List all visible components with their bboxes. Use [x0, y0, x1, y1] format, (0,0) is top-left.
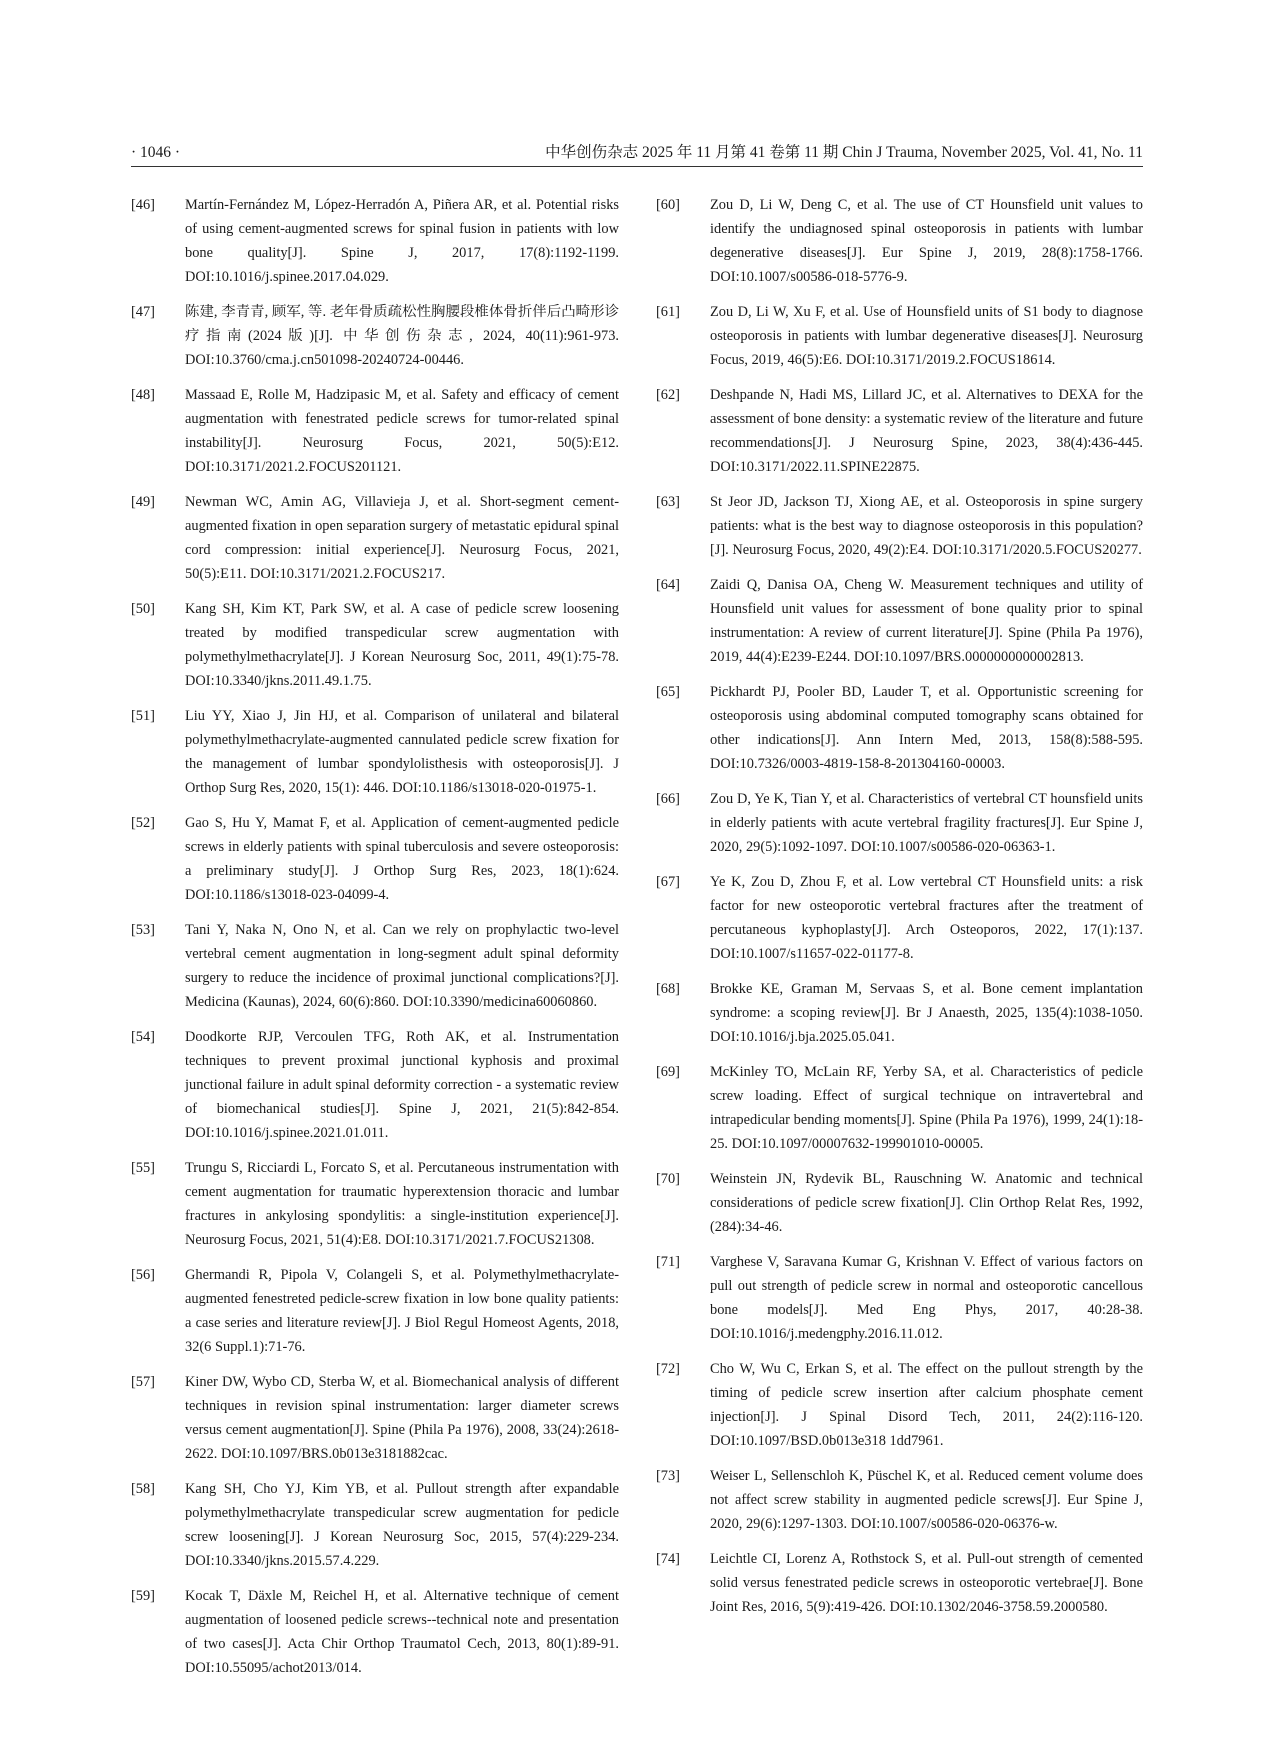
reference-item [656, 1167, 1143, 1239]
reference-number: [61] [656, 304, 680, 320]
header-divider [131, 166, 1143, 167]
reference-item [656, 1060, 1143, 1156]
reference-text: St Jeor JD, Jackson TJ, Xiong AE, et al. Osteoporosis in spine surgery patients: what is the best way to diagnose osteoporosis in this population?[J]. Neurosurg Focus, 2020, 49(2):E4. DOI:10.3171/2020.5.FOCUS20277. [710, 494, 1143, 558]
reference-item [656, 193, 1143, 289]
reference-number: [65] [656, 684, 680, 700]
reference-text: Liu YY, Xiao J, Jin HJ, et al. Comparison of unilateral and bilateral polymethylmethacrylate-augmented cannulated pedicle screw fixation for the management of lumbar spondylolisthesis with osteoporosis[J]. J Orthop Surg Res, 2020, 15(1): 446. DOI:10.1186/s13018-020-01975-1. [185, 708, 619, 796]
reference-item [131, 383, 619, 479]
reference-item [131, 1370, 619, 1466]
reference-text: Zou D, Li W, Xu F, et al. Use of Hounsfield units of S1 body to diagnose osteoporosis in patients with lumbar degenerative diseases[J]. Neurosurg Focus, 2019, 46(5):E6. DOI:10.3171/2019.2.FOCUS18614. [710, 304, 1143, 368]
reference-number: [67] [656, 874, 680, 890]
reference-text: Trungu S, Ricciardi L, Forcato S, et al. Percutaneous instrumentation with cement augmentation for traumatic hyperextension thoracic and lumbar fractures in ankylosing spondylitis: a single-institution experience[J]. Neurosurg Focus, 2021, 51(4):E8. DOI:10.3171/2021.7.FOCUS21308. [185, 1160, 619, 1248]
reference-text: Leichtle CI, Lorenz A, Rothstock S, et al. Pull-out strength of cemented solid versus fenestrated pedicle screws in osteoporotic vertebrae[J]. Bone Joint Res, 2016, 5(9):419-426. DOI:10.1302/2046-3758.59.2000580. [710, 1551, 1143, 1615]
reference-text: Ghermandi R, Pipola V, Colangeli S, et al. Polymethylmethacrylate-augmented fenestreted pedicle-screw fixation in low bone quality patients: a case series and literature review[J]. J Biol Regul Homeost Agents, 2018, 32(6 Suppl.1):71-76. [185, 1267, 619, 1355]
reference-text: Pickhardt PJ, Pooler BD, Lauder T, et al. Opportunistic screening for osteoporosis using abdominal computed tomography scans obtained for other indications[J]. Ann Intern Med, 2013, 158(8):588-595. DOI:10.7326/0003-4819-158-8-201304160-00003. [710, 684, 1143, 772]
reference-text: Kocak T, Däxle M, Reichel H, et al. Alternative technique of cement augmentation of loosened pedicle screws--technical note and presentation of two cases[J]. Acta Chir Orthop Traumatol Cech, 2013, 80(1):89-91. DOI:10.55095/achot2013/014. [185, 1588, 619, 1676]
reference-number: [47] [131, 304, 155, 320]
reference-text: Varghese V, Saravana Kumar G, Krishnan V. Effect of various factors on pull out strength of pedicle screw in normal and osteoporotic cancellous bone models[J]. Med Eng Phys, 2017, 40:28-38. DOI:10.1016/j.medengphy.2016.11.012. [710, 1254, 1143, 1342]
reference-number: [46] [131, 197, 155, 213]
reference-text: Zaidi Q, Danisa OA, Cheng W. Measurement techniques and utility of Hounsfield unit values for assessment of bone quality prior to spinal instrumentation: A review of current literature[J]. Spine (Phila Pa 1976), 2019, 44(4):E239-E244. DOI:10.1097/BRS.0000000000002813. [710, 577, 1143, 665]
reference-number: [51] [131, 708, 155, 724]
reference-number: [57] [131, 1374, 155, 1390]
reference-text: Zou D, Ye K, Tian Y, et al. Characteristics of vertebral CT hounsfield units in elderly patients with acute vertebral fragility fractures[J]. Eur Spine J, 2020, 29(5):1092-1097. DOI:10.1007/s00586-020-06363-1. [710, 791, 1143, 855]
reference-number: [50] [131, 601, 155, 617]
page-number: · 1046 · [131, 144, 181, 161]
reference-item [131, 597, 619, 693]
reference-number: [72] [656, 1361, 680, 1377]
reference-item [656, 787, 1143, 859]
reference-item [656, 300, 1143, 372]
reference-item [131, 1025, 619, 1145]
reference-item [131, 811, 619, 907]
reference-text: Deshpande N, Hadi MS, Lillard JC, et al. Alternatives to DEXA for the assessment of bone density: a systematic review of the literature and future recommendations[J]. J Neurosurg Spine, 2023, 38(4):436-445. DOI:10.3171/2022.11.SPINE22875. [710, 387, 1143, 475]
reference-text: Weinstein JN, Rydevik BL, Rauschning W. Anatomic and technical considerations of pedicle screw fixation[J]. Clin Orthop Relat Res, 1992, (284):34-46. [710, 1171, 1143, 1235]
references-right-column [656, 193, 1143, 1619]
reference-text: Doodkorte RJP, Vercoulen TFG, Roth AK, et al. Instrumentation techniques to prevent proximal junctional kyphosis and proximal junctional failure in adult spinal deformity correction - a systematic review of biomechanical studies[J]. Spine J, 2021, 21(5):842-854. DOI:10.1016/j.spinee.2021.01.011. [185, 1029, 619, 1141]
reference-text: Weiser L, Sellenschloh K, Püschel K, et al. Reduced cement volume does not affect screw stability in augmented pedicle screws[J]. Eur Spine J, 2020, 29(6):1297-1303. DOI:10.1007/s00586-020-06376-w. [710, 1468, 1143, 1532]
reference-item [131, 1263, 619, 1359]
reference-text: Zou D, Li W, Deng C, et al. The use of CT Hounsfield unit values to identify the undiagnosed spinal osteoporosis in patients with lumbar degenerative diseases[J]. Eur Spine J, 2019, 28(8):1758-1766. DOI:10.1007/s00586-018-5776-9. [710, 197, 1143, 285]
reference-item [656, 383, 1143, 479]
reference-item [656, 870, 1143, 966]
reference-text: Newman WC, Amin AG, Villavieja J, et al. Short-segment cement-augmented fixation in open separation surgery of metastatic epidural spinal cord compression: initial experience[J]. Neurosurg Focus, 2021, 50(5):E11. DOI:10.3171/2021.2.FOCUS217. [185, 494, 619, 582]
reference-item [131, 490, 619, 586]
reference-number: [69] [656, 1064, 680, 1080]
reference-item [656, 1357, 1143, 1453]
reference-item [131, 300, 619, 372]
reference-item [131, 1584, 619, 1680]
reference-number: [66] [656, 791, 680, 807]
reference-text: Martín-Fernández M, López-Herradón A, Piñera AR, et al. Potential risks of using cement-augmented screws for spinal fusion in patients with low bone quality[J]. Spine J, 2017, 17(8):1192-1199. DOI:10.1016/j.spinee.2017.04.029. [185, 197, 619, 285]
reference-text: Cho W, Wu C, Erkan S, et al. The effect on the pullout strength by the timing of pedicle screw insertion after calcium phosphate cement injection[J]. J Spinal Disord Tech, 2011, 24(2):116-120. DOI:10.1097/BSD.0b013e318 1dd7961. [710, 1361, 1143, 1449]
reference-number: [63] [656, 494, 680, 510]
reference-number: [59] [131, 1588, 155, 1604]
reference-item [656, 680, 1143, 776]
reference-number: [54] [131, 1029, 155, 1045]
reference-number: [68] [656, 981, 680, 997]
reference-text: Brokke KE, Graman M, Servaas S, et al. Bone cement implantation syndrome: a scoping review[J]. Br J Anaesth, 2025, 135(4):1038-1050. DOI:10.1016/j.bja.2025.05.041. [710, 981, 1143, 1045]
reference-text: McKinley TO, McLain RF, Yerby SA, et al. Characteristics of pedicle screw loading. Effect of surgical technique on intravertebral and intrapedicular bending moments[J]. Spine (Phila Pa 1976), 1999, 24(1):18-25. DOI:10.1097/00007632-199901010-00005. [710, 1064, 1143, 1152]
reference-number: [55] [131, 1160, 155, 1176]
reference-text: Kang SH, Kim KT, Park SW, et al. A case of pedicle screw loosening treated by modified transpedicular screw augmentation with polymethylmethacrylate[J]. J Korean Neurosurg Soc, 2011, 49(1):75-78. DOI:10.3340/jkns.2011.49.1.75. [185, 601, 619, 689]
reference-number: [62] [656, 387, 680, 403]
reference-number: [60] [656, 197, 680, 213]
reference-item [656, 1250, 1143, 1346]
reference-text: Kang SH, Cho YJ, Kim YB, et al. Pullout strength after expandable polymethylmethacrylate transpedicular screw augmentation for pedicle screw loosening[J]. J Korean Neurosurg Soc, 2015, 57(4):229-234. DOI:10.3340/jkns.2015.57.4.229. [185, 1481, 619, 1569]
reference-text: Gao S, Hu Y, Mamat F, et al. Application of cement-augmented pedicle screws in elderly patients with spinal tuberculosis and severe osteoporosis: a preliminary study[J]. J Orthop Surg Res, 2023, 18(1):624. DOI:10.1186/s13018-023-04099-4. [185, 815, 619, 903]
reference-item [131, 1156, 619, 1252]
reference-item [131, 918, 619, 1014]
reference-item [131, 704, 619, 800]
reference-text: 陈建, 李青青, 顾军, 等. 老年骨质疏松性胸腰段椎体骨折伴后凸畸形诊疗指南(2024版)[J]. 中华创伤杂志, 2024, 40(11):961-973. DOI:10.3760/cma.j.cn501098-20240724-00446. [185, 304, 619, 368]
references-left-column [131, 193, 619, 1680]
reference-number: [48] [131, 387, 155, 403]
reference-item [131, 1477, 619, 1573]
reference-item [656, 1547, 1143, 1619]
reference-number: [73] [656, 1468, 680, 1484]
reference-item [656, 977, 1143, 1049]
reference-number: [74] [656, 1551, 680, 1567]
reference-item [656, 490, 1143, 562]
journal-header: 中华创伤杂志 2025 年 11 月第 41 卷第 11 期 Chin J Trauma, November 2025, Vol. 41, No. 11 [545, 144, 1143, 161]
reference-item [131, 193, 619, 289]
reference-text: Ye K, Zou D, Zhou F, et al. Low vertebral CT Hounsfield units: a risk factor for new osteoporotic vertebral fractures after the treatment of percutaneous kyphoplasty[J]. Arch Osteoporos, 2022, 17(1):137. DOI:10.1007/s11657-022-01177-8. [710, 874, 1143, 962]
reference-number: [52] [131, 815, 155, 831]
reference-number: [53] [131, 922, 155, 938]
page-header [131, 140, 1143, 166]
reference-text: Kiner DW, Wybo CD, Sterba W, et al. Biomechanical analysis of different techniques in revision spinal instrumentation: larger diameter screws versus cement augmentation[J]. Spine (Phila Pa 1976), 2008, 33(24):2618-2622. DOI:10.1097/BRS.0b013e3181882cac. [185, 1374, 619, 1462]
reference-item [656, 573, 1143, 669]
reference-text: Massaad E, Rolle M, Hadzipasic M, et al. Safety and efficacy of cement augmentation with fenestrated pedicle screws for tumor-related spinal instability[J]. Neurosurg Focus, 2021, 50(5):E12. DOI:10.3171/2021.2.FOCUS201121. [185, 387, 619, 475]
reference-number: [64] [656, 577, 680, 593]
reference-number: [58] [131, 1481, 155, 1497]
reference-number: [71] [656, 1254, 680, 1270]
reference-item [656, 1464, 1143, 1536]
reference-number: [56] [131, 1267, 155, 1283]
reference-number: [49] [131, 494, 155, 510]
reference-text: Tani Y, Naka N, Ono N, et al. Can we rely on prophylactic two-level vertebral cement augmentation in long-segment adult spinal deformity surgery to reduce the incidence of proximal junctional complications?[J]. Medicina (Kaunas), 2024, 60(6):860. DOI:10.3390/medicina60060860. [185, 922, 619, 1010]
reference-number: [70] [656, 1171, 680, 1187]
